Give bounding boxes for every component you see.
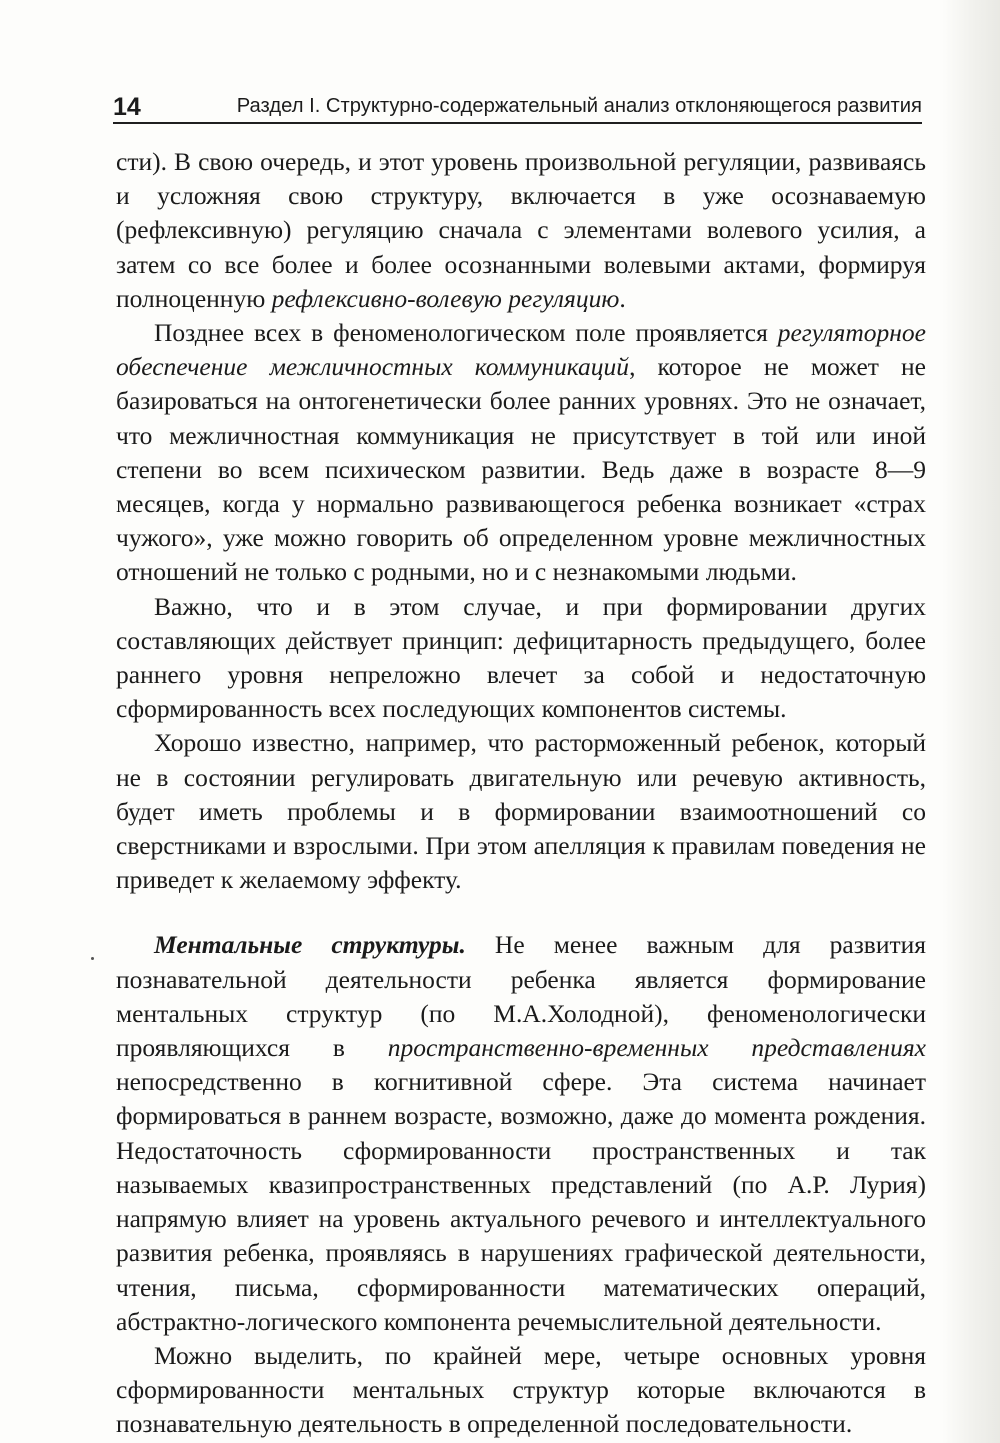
paragraph-interpersonal: Позднее всех в феноменологическом поле проявляется регуляторное обеспечение межличностных коммуникаций, которое не может не базироваться на онтогенетически более ранних уровнях. Это не означает, что межличностная коммуникация не присутствует в той или иной степени во всем психическом развитии. Ведь даже в возрасте 8—9 месяцев, когда у нормально развивающегося ребенка возникает «страх чужого», уже можно говорить об определенном уровне межличностных отношений не только с родными, но и с незнакомыми людьми. [116,318,926,587]
scan-speck [91,957,94,960]
run-in-heading: Ментальные структуры. [154,930,466,960]
running-head: Раздел I. Структурно-содержательный анализ отклоняющегося развития [236,95,922,117]
page-number: 14 [113,93,141,121]
body-text [116,145,926,1442]
page-header [113,92,922,124]
paragraph-continuation: сти). В свою очередь, и этот уровень произвольной регуляции, развиваясь и усложняя свою структуру, включается в уже осознаваемую (рефлексивную) регуляцию сначала с элементами волевого усилия, а затем со все более и более осознанными волевыми актами, формируя полноценную рефлексивно-волевую регуляцию. [116,147,926,313]
paragraph-example: Хорошо известно, например, что расторможенный ребенок, который не в состоянии регулировать двигательную или речевую активность, будет иметь проблемы и в формировании взаимоотношений со сверстниками и взрослыми. При этом апелляция к правилам поведения не приведет к желаемому эффекту. [116,728,926,895]
paragraph-principle: Важно, что и в этом случае, и при формировании других составляющих действует принцип: дефицитарность предыдущего, более раннего уровня непреложно влечет за собой и недостаточную сформированность всех последующих компонентов системы. [116,591,926,724]
italic-term: пространственно-временных представлениях [387,1033,927,1063]
italic-term: рефлексивно-волевую регуляцию [271,283,620,313]
paragraph-levels: Можно выделить, по крайней мере, четыре основных уровня сформированности ментальных структур которые включаются в познавательную деятельность в определенной последовательности. [116,1340,926,1439]
italic-term: регуляторное обеспечение межличностных коммуникаций [116,318,926,382]
page-edge-shadow [942,0,1000,1443]
paragraph-mental-structures: Ментальные структуры. Не менее важным для развития познавательной деятельности ребенка является формирование ментальных структур (по М.А.Холодной), феноменологически проявляющихся в пространственно-временных представлениях непосредственно в когнитивной сфере. Эта система начинает формироваться в раннем возрасте, возможно, даже до момента рождения. Недостаточность сформированности пространственных и так называемых квазипространственных представлений (по А.Р. Лурия) напрямую влияет на уровень актуального речевого и интеллектуального развития ребенка, проявляясь в нарушениях графической деятельности, чтения, письма, сформированности математических операций, абстрактно-логического компонента речемыслительной деятельности. [116,930,927,1336]
